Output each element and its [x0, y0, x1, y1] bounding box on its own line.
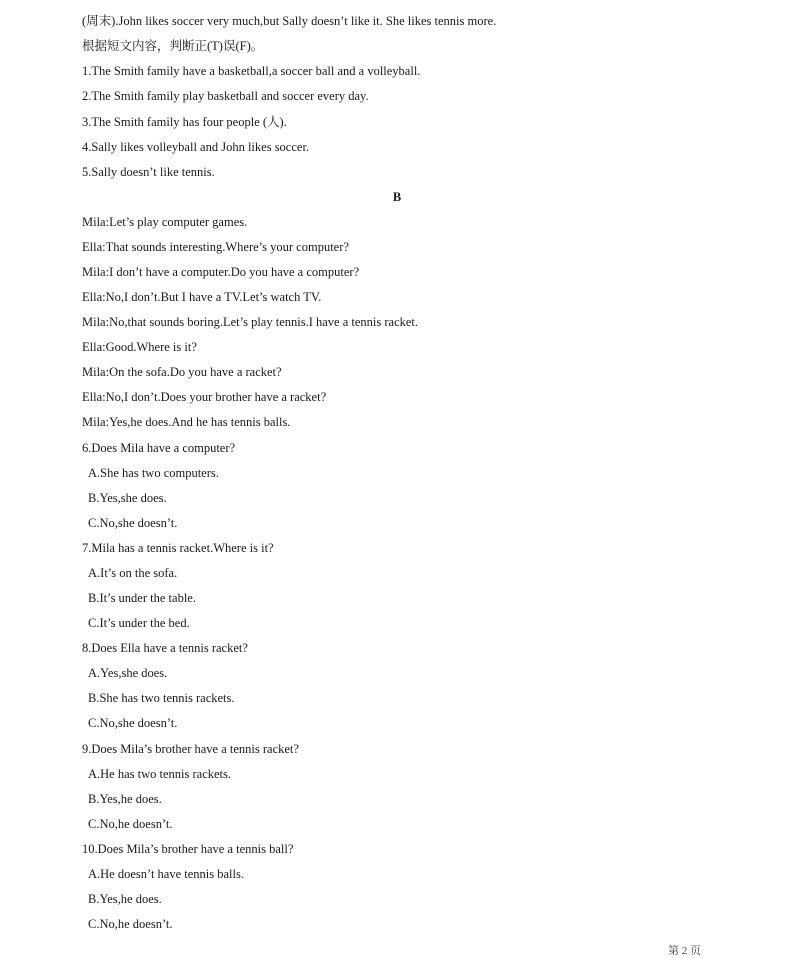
option-b: B.She has two tennis rackets. — [88, 691, 235, 705]
option-b: B.Yes,she does. — [88, 491, 167, 505]
option-a: A.He has two tennis rackets. — [88, 767, 232, 781]
option-a: A.He doesn’t have tennis balls. — [88, 867, 244, 881]
option-c: C.No,she doesn’t. — [88, 716, 178, 730]
option-c: C.No,he doesn’t. — [88, 917, 173, 931]
option-b: B.It’s under the table. — [88, 591, 196, 605]
dialogue-line: Ella:No,I don’t.Does your brother have a racket? — [82, 390, 327, 404]
statement-4: 4.Sally likes volleyball and John likes soccer. — [82, 140, 310, 154]
statement-5: 5.Sally doesn’t like tennis. — [82, 165, 215, 179]
statement-2: 2.The Smith family play basketball and soccer every day. — [82, 89, 369, 103]
dialogue-line: Mila:Let’s play computer games. — [82, 215, 248, 229]
statement-1: 1.The Smith family have a basketball,a soccer ball and a volleyball. — [82, 64, 421, 78]
question-9: 9.Does Mila’s brother have a tennis racket? — [82, 742, 299, 756]
page-number: 第 2 页 — [668, 945, 701, 957]
question-10: 10.Does Mila’s brother have a tennis ball? — [82, 842, 294, 856]
option-a: A.It’s on the sofa. — [88, 566, 178, 580]
dialogue-line: Ella:That sounds interesting.Where’s your computer? — [82, 240, 349, 254]
dialogue-line: Mila:Yes,he does.And he has tennis balls. — [82, 415, 291, 429]
option-a: A.Yes,she does. — [88, 666, 168, 680]
option-b: B.Yes,he does. — [88, 892, 162, 906]
dialogue-line: Ella:Good.Where is it? — [82, 340, 197, 354]
option-a: A.She has two computers. — [88, 466, 219, 480]
option-c: C.No,she doesn’t. — [88, 516, 178, 530]
passage-text-end: (周末).John likes soccer very much,but Sally doesn’t like it. She likes tennis more. — [82, 14, 497, 28]
option-c: C.It’s under the bed. — [88, 616, 190, 630]
section-heading: B — [392, 190, 402, 204]
question-6: 6.Does Mila have a computer? — [82, 441, 236, 455]
option-c: C.No,he doesn’t. — [88, 817, 173, 831]
dialogue-line: Ella:No,I don’t.But I have a TV.Let’s watch TV. — [82, 290, 322, 304]
instruction-text: 根据短文内容，判断正(T)误(F)。 — [82, 39, 264, 53]
question-7: 7.Mila has a tennis racket.Where is it? — [82, 541, 274, 555]
statement-3: 3.The Smith family has four people (人). — [82, 115, 287, 129]
dialogue-line: Mila:I don’t have a computer.Do you have a computer? — [82, 265, 360, 279]
dialogue-line: Mila:On the sofa.Do you have a racket? — [82, 365, 282, 379]
question-8: 8.Does Ella have a tennis racket? — [82, 641, 248, 655]
option-b: B.Yes,he does. — [88, 792, 162, 806]
dialogue-line: Mila:No,that sounds boring.Let’s play tennis.I have a tennis racket. — [82, 315, 419, 329]
